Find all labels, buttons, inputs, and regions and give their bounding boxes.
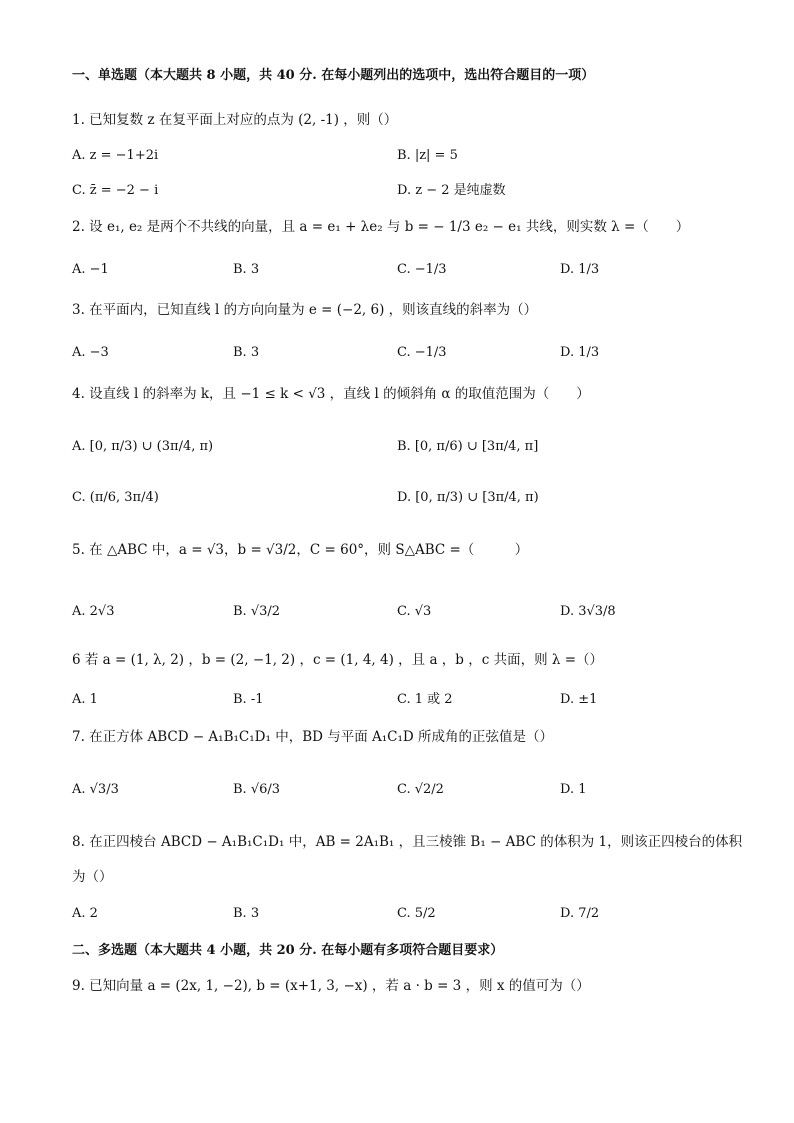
- question-8-option-c: C. 5/2: [397, 906, 436, 921]
- question-4-option-c: C. (π/6, 3π/4): [72, 490, 159, 505]
- question-8-stem: 8. 在正四棱台 ABCD − A₁B₁C₁D₁ 中，AB = 2A₁B₁ ，且三棱锥 B₁ − ABC 的体积为 1，则该正四棱台的体积: [72, 834, 743, 850]
- question-7-option-d: D. 1: [560, 782, 587, 797]
- question-7-stem: 7. 在正方体 ABCD − A₁B₁C₁D₁ 中，BD 与平面 A₁C₁D 所成角的正弦值是（）: [72, 729, 554, 745]
- section-title-single-choice: 一、单选题（本大题共 8 小题，共 40 分. 在每小题列出的选项中，选出符合题目的一项）: [72, 68, 595, 83]
- question-8-stem-continued: 为（）: [72, 869, 113, 885]
- question-1-option-a: A. z = −1+2i: [72, 148, 159, 163]
- question-6-stem: 6 若 a = (1, λ, 2) ，b = (2, −1, 2) ，c = (1, 4, 4) ，且 a ，b ，c 共面，则 λ =（）: [72, 652, 604, 668]
- question-6-option-d: D. ±1: [560, 692, 598, 707]
- question-6-option-c: C. 1 或 2: [397, 692, 453, 707]
- question-4-option-a: A. [0, π/3) ∪ (3π/4, π): [72, 439, 214, 454]
- question-2-option-d: D. 1/3: [560, 262, 600, 277]
- question-7-option-b: B. √6/3: [233, 782, 281, 797]
- question-9-stem: 9. 已知向量 a = (2x, 1, −2), b = (x+1, 3, −x) ，若 a · b = 3 ，则 x 的值可为（）: [72, 978, 590, 994]
- question-5-stem: 5. 在 △ABC 中，a = √3，b = √3/2，C = 60°，则 S△ABC =（ ）: [72, 542, 529, 558]
- question-8-option-b: B. 3: [233, 906, 260, 921]
- question-6-option-b: B. -1: [233, 692, 264, 707]
- question-3-option-a: A. −3: [72, 345, 109, 360]
- question-7-option-a: A. √3/3: [72, 782, 119, 797]
- question-3-option-b: B. 3: [233, 345, 260, 360]
- question-8-option-d: D. 7/2: [560, 906, 600, 921]
- question-4-stem: 4. 设直线 l 的斜率为 k，且 −1 ≤ k < √3 ，直线 l 的倾斜角 α 的取值范围为（ ）: [72, 386, 590, 402]
- question-5-option-a: A. 2√3: [72, 604, 115, 619]
- question-5-option-b: B. √3/2: [233, 604, 281, 619]
- question-3-option-d: D. 1/3: [560, 345, 600, 360]
- question-1-option-c: C. z̄ = −2 − i: [72, 183, 159, 198]
- question-3-option-c: C. −1/3: [397, 345, 447, 360]
- section-title-multiple-choice: 二、多选题（本大题共 4 小题，共 20 分. 在每小题有多项符合题目要求）: [72, 943, 504, 958]
- question-7-option-c: C. √2/2: [397, 782, 444, 797]
- question-2-option-a: A. −1: [72, 262, 109, 277]
- question-5-option-c: C. √3: [397, 604, 432, 619]
- question-6-option-a: A. 1: [72, 692, 98, 707]
- question-3-stem: 3. 在平面内，已知直线 l 的方向向量为 e = (−2, 6) ，则该直线的斜率为（）: [72, 302, 538, 318]
- question-5-option-d: D. 3√3/8: [560, 604, 616, 619]
- question-1-stem: 1. 已知复数 z 在复平面上对应的点为 (2, -1) ，则（）: [72, 112, 398, 128]
- question-4-option-b: B. [0, π/6) ∪ [3π/4, π]: [397, 439, 539, 454]
- question-1-option-b: B. |z| = 5: [397, 148, 458, 163]
- question-2-stem: 2. 设 e₁, e₂ 是两个不共线的向量，且 a = e₁ + λe₂ 与 b = − 1/3 e₂ − e₁ 共线，则实数 λ =（ ）: [72, 219, 690, 235]
- question-2-option-c: C. −1/3: [397, 262, 447, 277]
- question-8-option-a: A. 2: [72, 906, 98, 921]
- question-1-option-d: D. z − 2 是纯虚数: [397, 183, 506, 198]
- question-2-option-b: B. 3: [233, 262, 260, 277]
- question-4-option-d: D. [0, π/3) ∪ [3π/4, π): [397, 490, 539, 505]
